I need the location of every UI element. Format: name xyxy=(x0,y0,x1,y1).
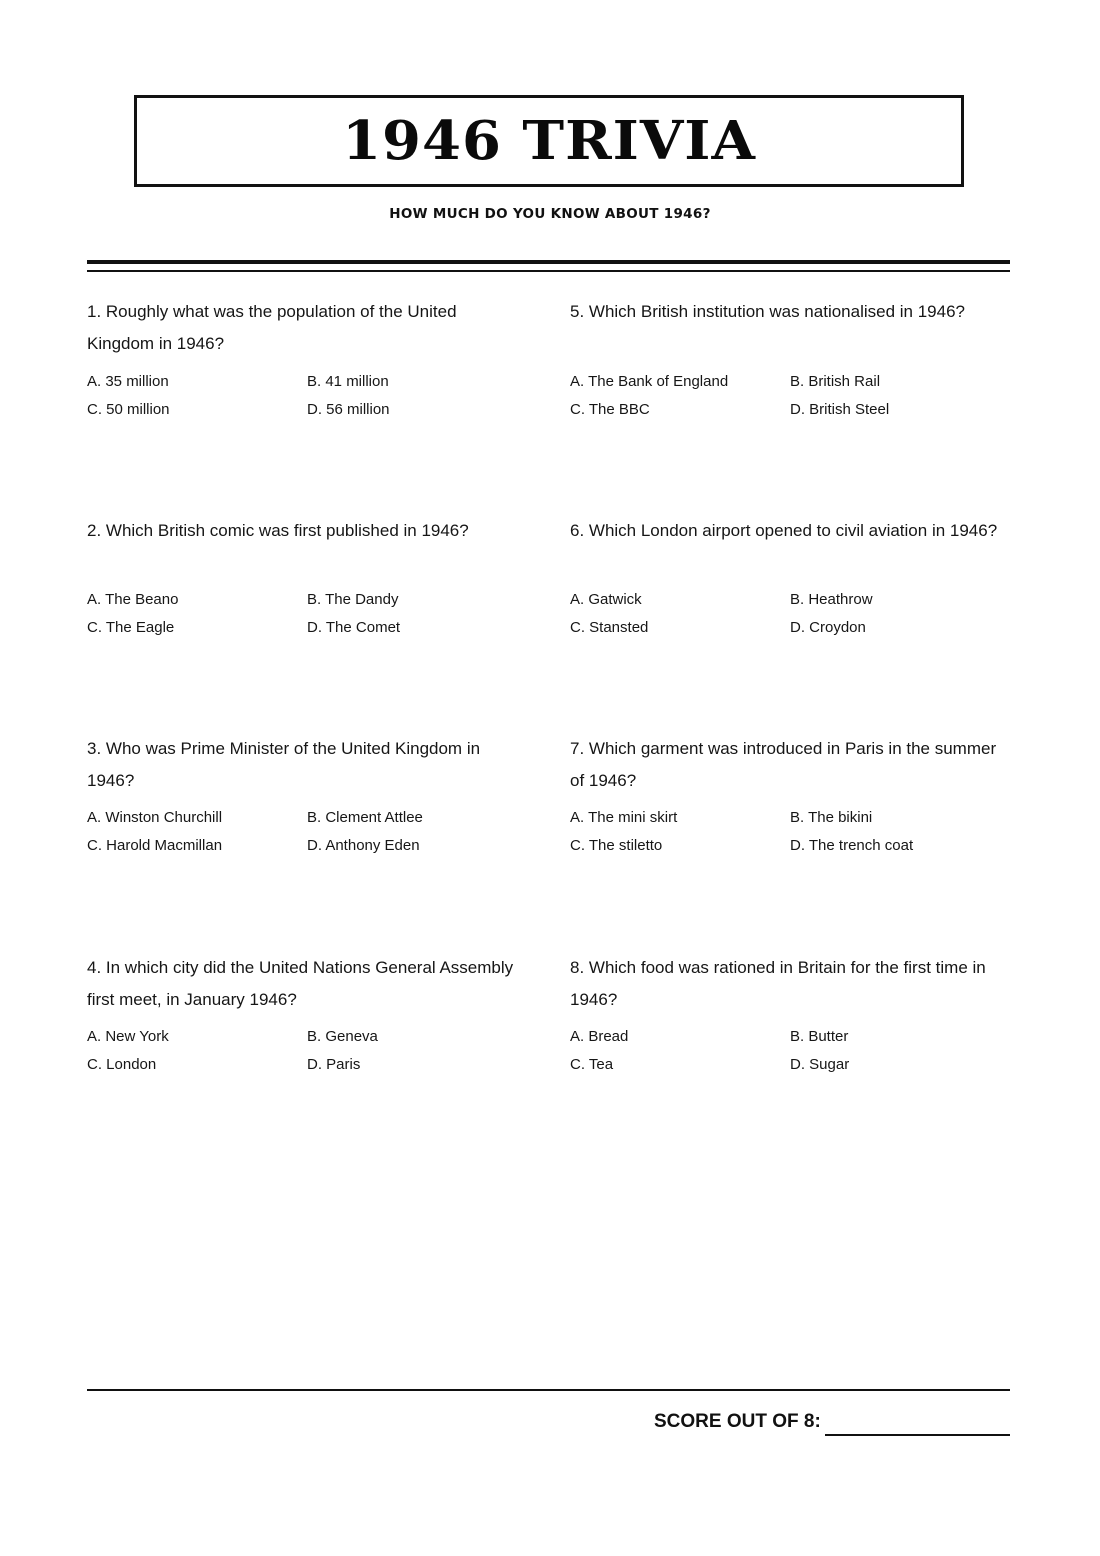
answer-option: D. Paris xyxy=(307,1056,361,1073)
question-text: 7. Which garment was introduced in Paris in the summer of 1946? xyxy=(570,739,997,790)
question-6 xyxy=(570,515,1010,636)
question-text: 6. Which London airport opened to civil aviation in 1946? xyxy=(570,521,998,540)
answer-option: D. Croydon xyxy=(790,619,866,636)
answer-option: C. The stiletto xyxy=(570,837,663,854)
answer-option: D. The trench coat xyxy=(790,837,914,854)
question-1 xyxy=(87,296,527,418)
question-7 xyxy=(570,733,1010,854)
answer-option: C. The Eagle xyxy=(87,619,175,636)
answer-option: A. The Bank of England xyxy=(570,373,729,390)
answer-option: C. 50 million xyxy=(87,401,170,418)
answer-option: B. Clement Attlee xyxy=(307,809,423,826)
header-divider-thick xyxy=(87,260,1010,264)
answer-option: B. Heathrow xyxy=(790,591,873,608)
answer-option: C. Tea xyxy=(570,1056,614,1073)
question-text: 2. Which British comic was first published in 1946? xyxy=(87,521,469,540)
answer-option: A. Winston Churchill xyxy=(87,809,223,826)
answer-options xyxy=(570,589,1010,645)
answer-option: A. Gatwick xyxy=(570,591,642,608)
question-4 xyxy=(87,952,527,1073)
answer-option: C. The BBC xyxy=(570,401,650,418)
answer-options xyxy=(87,589,527,645)
title-box xyxy=(134,95,964,187)
answer-option: D. Sugar xyxy=(790,1056,850,1073)
question-8 xyxy=(570,952,1010,1073)
footer-divider xyxy=(87,1389,1010,1391)
answer-option: D. Anthony Eden xyxy=(307,837,420,854)
page-title: 1946 TRIVIA xyxy=(342,109,756,173)
answer-option: A. The mini skirt xyxy=(570,809,678,826)
question-text: 3. Who was Prime Minister of the United Kingdom in 1946? xyxy=(87,739,481,790)
answer-option: D. British Steel xyxy=(790,401,890,418)
header-divider-thin xyxy=(87,270,1010,272)
answer-option: C. Stansted xyxy=(570,619,649,636)
question-text: 1. Roughly what was the population of the United Kingdom in 1946? xyxy=(87,302,457,353)
answer-option: C. Harold Macmillan xyxy=(87,837,223,854)
answer-option: B. British Rail xyxy=(790,373,881,390)
score-write-in-line[interactable] xyxy=(825,1434,1010,1436)
question-5 xyxy=(570,296,1010,418)
answer-option: C. London xyxy=(87,1056,157,1073)
answer-option: A. The Beano xyxy=(87,591,179,608)
answer-option: A. 35 million xyxy=(87,373,169,390)
answer-option: A. Bread xyxy=(570,1028,629,1045)
answer-option: B. Geneva xyxy=(307,1028,378,1045)
answer-options xyxy=(570,371,1010,427)
score-label: SCORE OUT OF 8: xyxy=(654,1411,821,1432)
question-text: 5. Which British institution was nationalised in 1946? xyxy=(570,302,965,321)
answer-option: B. The bikini xyxy=(790,809,873,826)
answer-option: B. 41 million xyxy=(307,373,389,390)
answer-option: B. Butter xyxy=(790,1028,849,1045)
answer-options xyxy=(87,807,527,863)
question-text: 8. Which food was rationed in Britain for the first time in 1946? xyxy=(570,958,986,1009)
answer-option: B. The Dandy xyxy=(307,591,399,608)
answer-option: D. The Comet xyxy=(307,619,401,636)
answer-option: A. New York xyxy=(87,1028,169,1045)
answer-options xyxy=(570,807,1010,863)
answer-options xyxy=(570,1026,1010,1082)
answer-option: D. 56 million xyxy=(307,401,390,418)
question-text: 4. In which city did the United Nations General Assembly first meet, in January 1946? xyxy=(87,958,514,1009)
page-subtitle: HOW MUCH DO YOU KNOW ABOUT 1946? xyxy=(389,206,711,222)
question-3 xyxy=(87,733,527,854)
answer-options xyxy=(87,371,527,427)
answer-options xyxy=(87,1026,527,1082)
question-2 xyxy=(87,515,527,636)
